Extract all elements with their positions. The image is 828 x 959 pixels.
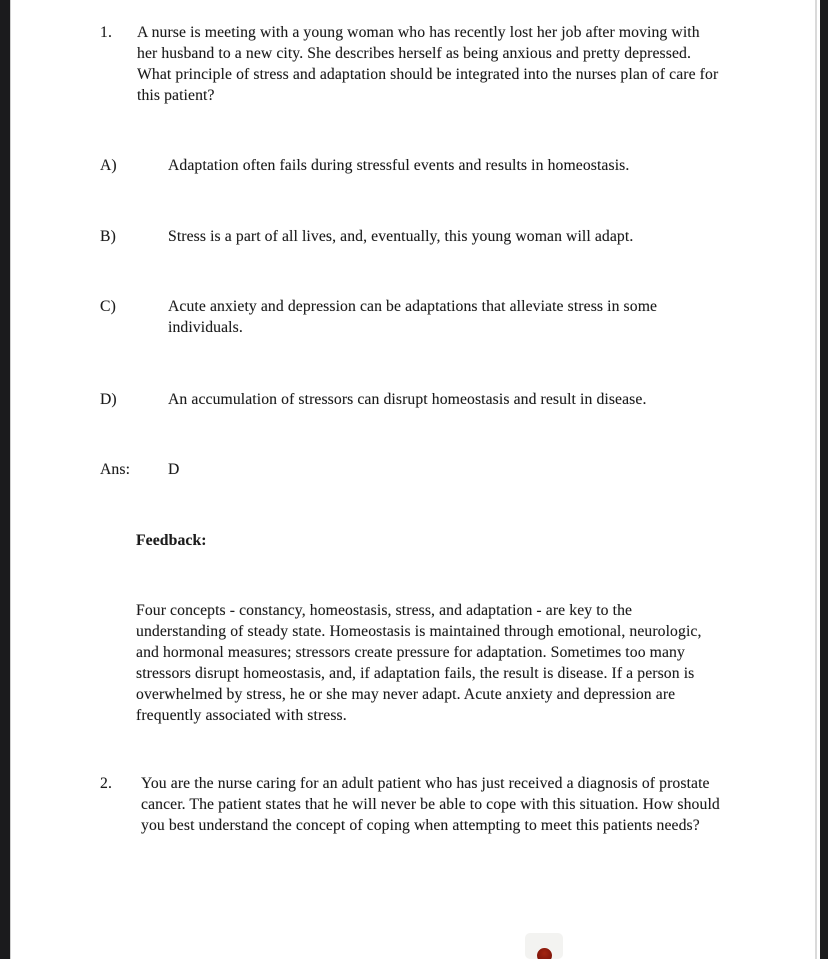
scan-edge-band-left bbox=[0, 0, 11, 959]
question-2-text: You are the nurse caring for an adult patient who has just received a diagnosis of prostate cancer. The patient states that he will never be able to cope with this situation. How should you best understand the concept of coping when attempting to meet this patients needs? bbox=[141, 775, 720, 834]
red-annotation-dot bbox=[537, 948, 552, 959]
option-b-letter: B) bbox=[100, 228, 116, 245]
scan-edge-line bbox=[815, 0, 817, 959]
feedback-paragraph: Four concepts - constancy, homeostasis, stress, and adaptation - are key to the understanding of steady state. Homeostasis is maintained through emotional, neurologic, and hormonal measures; stressors create pressure for adaptation. Sometimes too many stressors disrupt homeostasis, and, if adaptation fails, the result is disease. If a person is overwhelmed by stress, he or she may never adapt. Acute anxiety and depression are frequently associated with stress. bbox=[136, 602, 702, 724]
answer-value: D bbox=[168, 461, 180, 478]
option-b-text: Stress is a part of all lives, and, eventually, this young woman will adapt. bbox=[168, 228, 634, 245]
question-2-number: 2. bbox=[100, 775, 112, 792]
option-c-text: Acute anxiety and depression can be adaptations that alleviate stress in some individuals. bbox=[168, 298, 658, 336]
question-1-number: 1. bbox=[100, 24, 112, 41]
option-a-text: Adaptation often fails during stressful events and results in homeostasis. bbox=[168, 157, 630, 174]
option-d-letter: D) bbox=[100, 391, 117, 408]
option-a-letter: A) bbox=[100, 157, 117, 174]
answer-label: Ans: bbox=[100, 461, 131, 478]
option-d-text: An accumulation of stressors can disrupt homeostasis and result in disease. bbox=[168, 391, 647, 408]
question-1-text: A nurse is meeting with a young woman who has recently lost her job after moving with her husband to a new city. She describes herself as being anxious and pretty depressed. What principle of stress and adaptation should be integrated into the nurses plan of care for this patient? bbox=[137, 24, 719, 104]
option-c-letter: C) bbox=[100, 298, 116, 315]
scan-edge-band-right bbox=[820, 0, 828, 959]
feedback-heading: Feedback: bbox=[136, 532, 207, 549]
